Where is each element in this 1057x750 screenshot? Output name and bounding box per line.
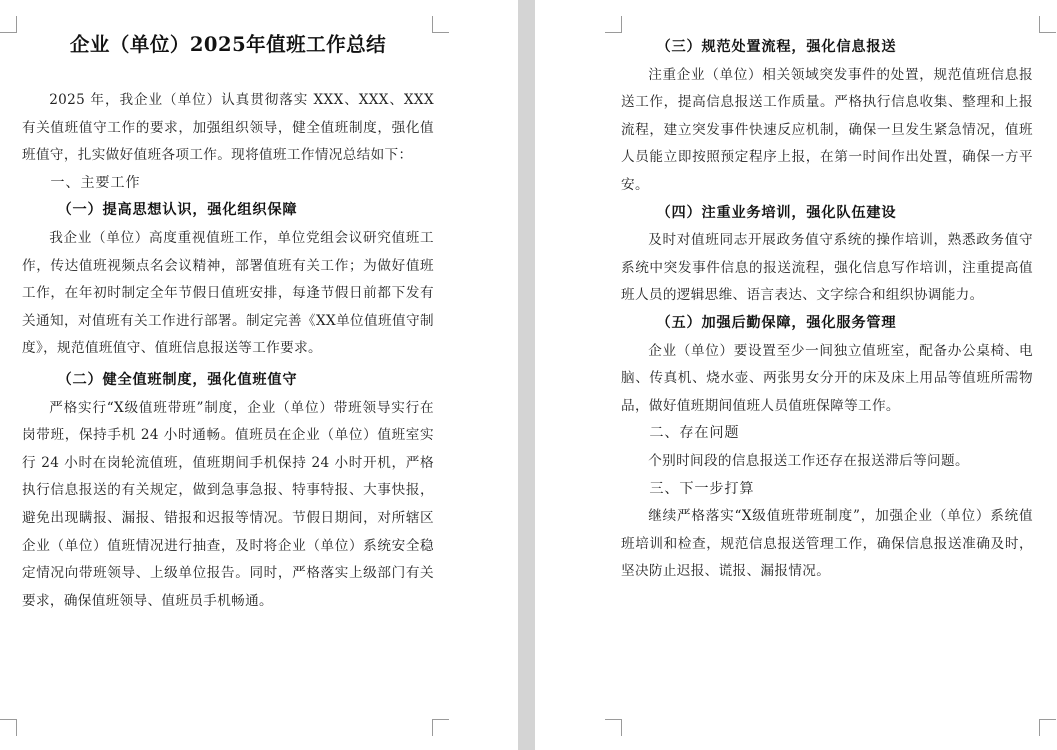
section-2-heading: 二、存在问题 — [649, 425, 740, 442]
crop-mark — [605, 16, 622, 33]
subsection-3-paragraph: 注重企业（单位）相关领域突发事件的处置，规范值班信息报送工作，提高信息报送工作质量。严格执行信息收集、整理和上报流程，建立突发事件快速反应机制，确保一旦发生紧急情况，值班人员能立即按照预定程序上报，在第一时间作出处置，确保一方平安。 — [621, 66, 1033, 193]
section-1-heading: 一、主要工作 — [50, 174, 141, 191]
subsection-5-paragraph: 企业（单位）要设置至少一间独立值班室，配备办公桌椅、电脑、传真机、烧水壶、两张男女分开的床及床上用品等值班所需物品，做好值班期间值班人员值班保障等工作。 — [621, 342, 1033, 414]
subsection-1-paragraph: 我企业（单位）高度重视值班工作，单位党组会议研究值班工作，传达值班视频点名会议精神，部署值班有关工作；为做好值班工作，在年初时制定全年节假日值班安排，每逢节假日前都下发有关通知，对值班有关工作进行部署。制定完善《XX单位值班值守制度》，规范值班值守、值班信息报送等工作要求。 — [22, 229, 434, 357]
subsection-3-heading: （三）规范处置流程，强化信息报送 — [656, 39, 897, 55]
crop-mark — [1039, 719, 1056, 736]
crop-mark — [605, 719, 622, 736]
document-page-2 — [535, 0, 1057, 750]
document-title: 企业（单位）2025年值班工作总结 — [69, 33, 387, 56]
crop-mark — [0, 719, 17, 736]
page-1-content — [22, 30, 434, 615]
crop-mark — [0, 16, 17, 33]
section-2-paragraph: 个别时间段的信息报送工作还存在报送滞后等问题。 — [648, 452, 969, 469]
subsection-2-paragraph: 严格实行“X级值班带班”制度，企业（单位）带班领导实行在岗带班，保持手机 24 小时通畅。值班员在企业（单位）值班室实行 24 小时在岗轮流值班，值班期间手机保持 24 小时开机，严格执行信息报送的有关规定，做到急事急报、特事特报、大事快报，避免出现瞒报、漏报、错报和迟报等情况。节假日期间，对所辖区企业（单位）值班情况进行抽查，及时将企业（单位）系统安全稳定情况向带班领导、上级单位报告。同时，严格落实上级部门有关要求，确保值班领导、值班员手机畅通。 — [22, 399, 434, 609]
document-page-1 — [0, 0, 518, 750]
subsection-4-heading: （四）注重业务培训，强化队伍建设 — [656, 204, 897, 221]
intro-paragraph: 2025 年，我企业（单位）认真贯彻落实 XXX、XXX、XXX 有关值班值守工作的要求，加强组织领导，健全值班制度，强化值班值守，扎实做好值班各项工作。现将值班工作情况总结如下： — [22, 92, 434, 164]
section-3-heading: 三、下一步打算 — [649, 480, 755, 497]
page-2-content — [621, 34, 1033, 586]
crop-mark — [1039, 16, 1056, 33]
crop-mark — [432, 16, 449, 33]
page-gap — [518, 0, 535, 750]
subsection-1-heading: （一）提高思想认识，强化组织保障 — [57, 202, 298, 219]
subsection-5-heading: （五）加强后勤保障，强化服务管理 — [656, 314, 897, 331]
subsection-2-heading: （二）健全值班制度，强化值班值守 — [57, 371, 298, 388]
crop-mark — [432, 719, 449, 736]
section-3-paragraph: 继续严格落实“X级值班带班制度”，加强企业（单位）系统值班培训和检查，规范信息报送管理工作，确保信息报送准确及时，坚决防止迟报、谎报、漏报情况。 — [621, 508, 1033, 580]
subsection-4-paragraph: 及时对值班同志开展政务值守系统的操作培训，熟悉政务值守系统中突发事件信息的报送流程，强化信息写作培训，注重提高值班人员的逻辑思维、语言表达、文字综合和组织协调能力。 — [621, 232, 1033, 304]
